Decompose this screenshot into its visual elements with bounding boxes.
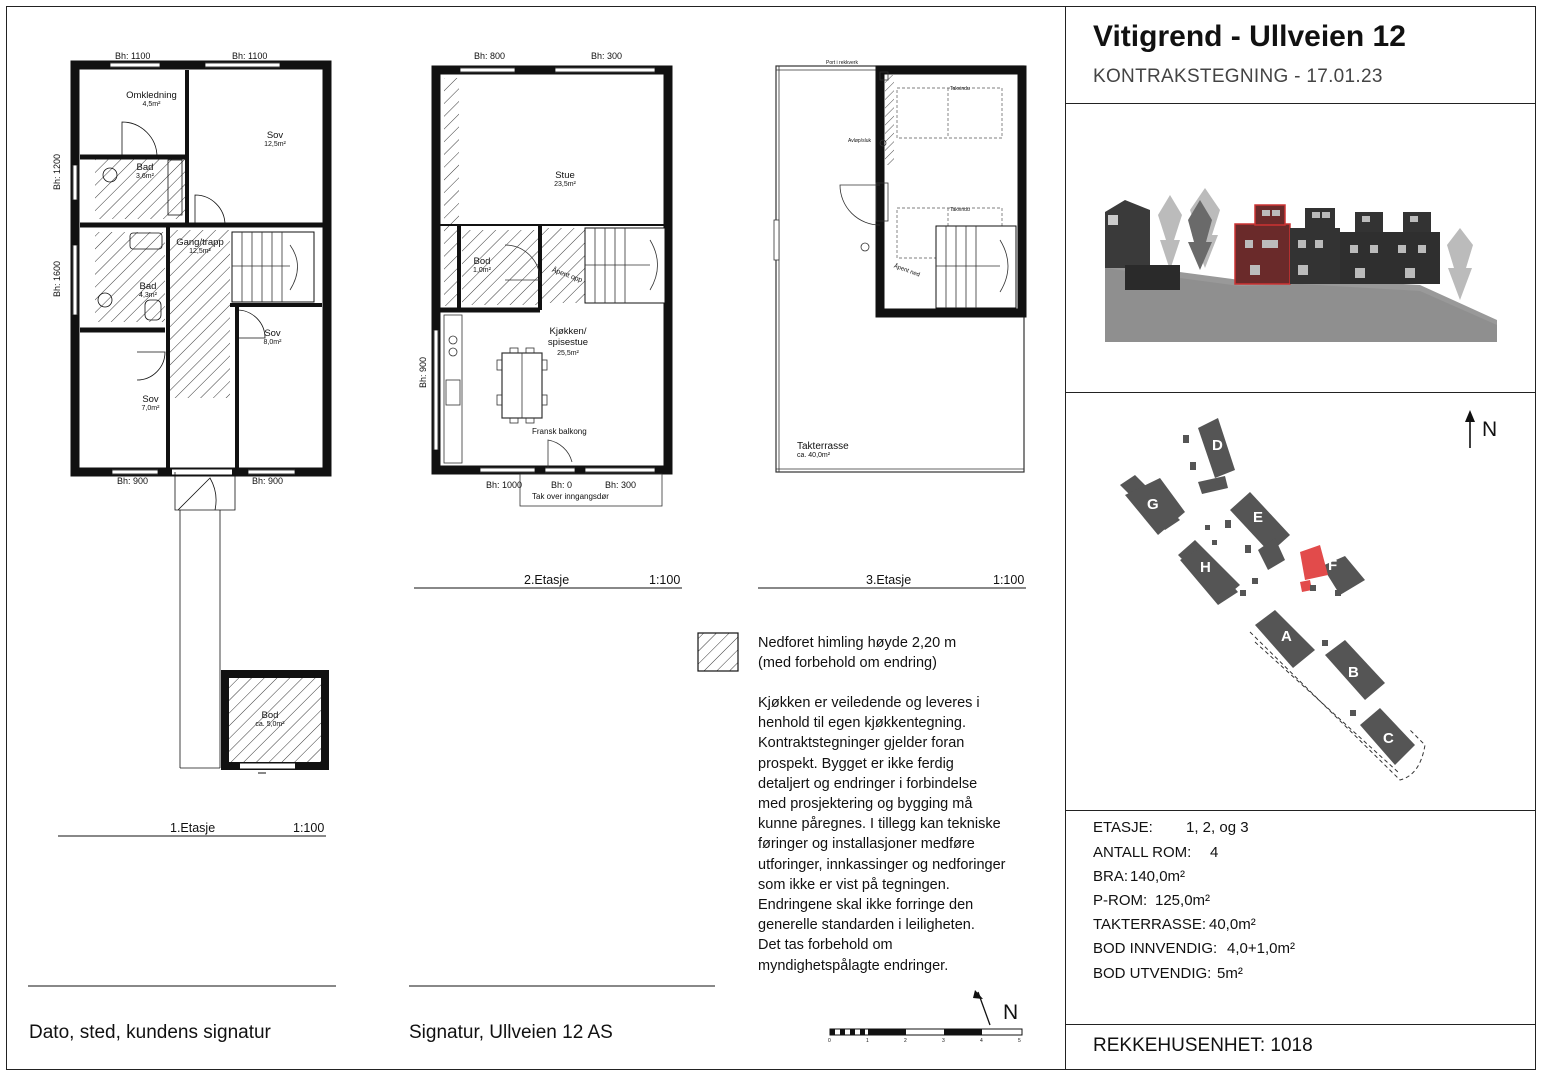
scale-tick: 5 [1018,1038,1021,1044]
window-label: Bh: 1100 [232,51,268,61]
room-label: Takterrasse ca. 40,0m² [797,441,849,459]
legend-hatch-text: Nedforet himling høyde 2,20 m (med forbehold om endring) [758,635,957,672]
hatch-area [444,78,459,306]
room-label: Stue 23,5m² [554,170,576,188]
window-label: Bh: 1000 [486,480,523,490]
floor-label: 1.Etasje [170,821,216,835]
room-label: Sov 7,0m² [141,394,160,412]
floor-label: 2.Etasje [524,573,570,587]
building-label: H [1200,559,1211,576]
room-label: Bod 1,0m² [473,256,491,274]
scale-tick: 3 [942,1038,945,1044]
scale-bar [830,1029,1022,1035]
customer-signature-label: Dato, sted, kundens signatur [29,1022,271,1043]
window-label: Bh: 900 [117,476,149,486]
annotation: Tak over inngangsdør [532,492,609,501]
window-label: Bh: 0 [551,480,573,490]
room-label: Kjøkken/ spisestue 25,5m² [547,326,589,357]
window-label: Bh: 1200 [52,153,62,190]
window-label: Bh: 1100 [115,51,151,61]
legend-hatch-swatch [698,633,738,671]
building-label: D [1212,437,1223,454]
project-title: Vitigrend - Ullveien 12 [1093,20,1406,53]
scale-tick: 1 [866,1038,869,1044]
north-arrow-icon [973,990,990,1025]
floor-label: 3.Etasje [866,573,912,587]
scale-tick: 0 [828,1038,831,1044]
scale-tick: 2 [904,1038,907,1044]
hatch-area [170,230,230,398]
company-signature-label: Signatur, Ullveien 12 AS [409,1022,613,1043]
annotation: Avløp/sluk [848,138,871,144]
building-label: A [1281,628,1292,645]
site-plan [1120,410,1475,780]
room-label: Bad 4,3m² [139,281,157,299]
scale-tick: 4 [980,1038,983,1044]
building-label: C [1383,730,1394,747]
room-label: Sov 8,0m² [263,328,282,346]
room-label: Bod ca. 5,0m² [255,710,285,728]
annotation: Fransk balkong [532,427,587,436]
floor-3-plan [758,66,1026,588]
floor-scale: 1:100 [649,573,681,587]
floor-scale: 1:100 [993,573,1025,587]
window-label: Bh: 1600 [52,260,62,297]
annotation: Port i rekkverk [826,60,858,66]
project-subtitle: KONTRAKSTEGNING - 17.01.23 [1093,66,1383,87]
unit-number: REKKEHUSENHET: 1018 [1093,1035,1313,1056]
annotation: Takvindu [950,207,970,213]
floor-scale: 1:100 [293,821,325,835]
room-label: Omkledning 4,5m² [126,90,177,108]
room-label: Sov 12,5m² [264,130,286,148]
window-label: Bh: 900 [418,356,428,388]
site-north-label: N [1482,418,1498,441]
room-label: Gang/trapp 12,5m² [176,237,224,255]
room-label: Bad 3,6m² [136,162,154,180]
annotation: Åpent ned [892,263,921,279]
building-label: F [1328,557,1338,574]
north-label: N [1003,1001,1019,1024]
window-label: Bh: 300 [605,480,637,490]
building-label: G [1147,496,1159,513]
window-label: Bh: 900 [252,476,284,486]
disclaimer-note: Kjøkken er veiledende og leveres i henhold til egen kjøkkentegning. Kontraktstegninger gjelder foran prospekt. Bygget er ikke ferdig detaljert og endringer i forbindelse med prosjektering og bygging må kunne påregnes. I tillegg kan tekniske føringer og installasjoner medføre utforinger, innkassinger og nedforinger som ikke er vist på tegningen. Endringene skal ikke forringe den generelle standarden i leiligheten. Det tas forbehold om myndighetspålagte endringer. [758,695,1006,974]
annotation: Takvindu [950,86,970,92]
window-label: Bh: 800 [474,51,506,61]
building-label: B [1348,664,1359,681]
annotation: Åpent opp [550,266,584,285]
building-label: E [1253,509,1264,526]
elevation-illustration [1105,188,1497,342]
window-label: Bh: 300 [591,51,623,61]
